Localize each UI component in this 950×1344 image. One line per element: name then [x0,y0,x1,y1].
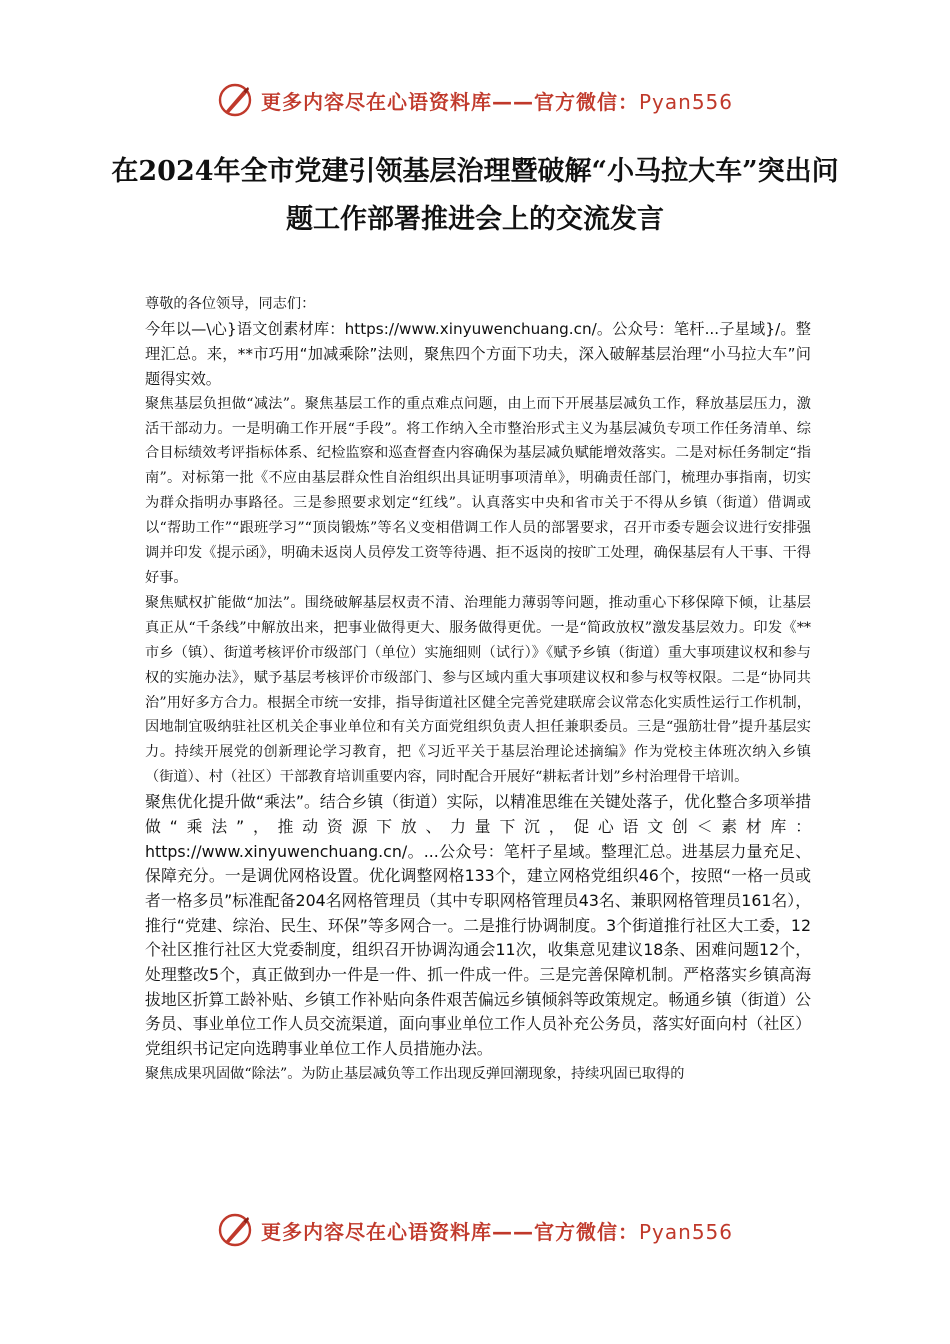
greeting: 尊敬的各位领导，同志们： [145,296,316,312]
document-body [145,292,811,1087]
banner-wechat-id: Pyan556 [638,89,733,114]
paragraph-subtraction: 聚焦基层负担做“减法”。聚焦基层工作的重点难点问题，由上而下开展基层减负工作，释放基层压力，激活干部动力。一是明确工作开展“手段”。将工作纳入全市整治形式主义为基层减负专项工作任务清单、综合目标绩效考评指标体系、纪检监察和巡查督查内容确保为基层减负赋能增效落实。二是对标任务制定“指南”。对标第一批《不应由基层群众性自治组织出具证明事项清单》，明确责任部门，梳理办事指南，切实为群众指明办事路径。三是参照要求划定“红线”。认真落实中央和省市关于不得从乡镇（街道）借调或以“帮助工作”“跟班学习”“顶岗锻炼”等名义变相借调工作人员的部署要求，召开市委专题会议进行安排强调并印发《提示函》，明确未返岗人员停发工资等待遇、拒不返岗的按旷工处理，确保基层有人干事、干得好事。 [145,395,811,586]
paragraph-division: 聚焦成果巩固做“除法”。为防止基层减负等工作出现反弹回潮现象，持续巩固已取得的 [145,1065,685,1082]
banner-label: 更多内容尽在心语资料库——官方微信： [260,1219,639,1244]
banner-text [261,86,733,115]
paragraph-multiplication: 聚焦优化提升做“乘法”。结合乡镇（街道）实际，以精准思维在关键处落子，优化整合多项举措做“乘法”，推动资源下放、力量下沉，促心语文创＜素材库：https://www.xinyuwenchuang.cn/。...公众号：笔杆子星域。整理汇总。进基层力量充足、保障充分。一是调优网格设置。优化调整网格133个，建立网格党组织46个，按照“一格一员或者一格多员”标准配备204名网格管理员（其中专职网格管理员43名、兼职网格管理员161名），推行“党建、综治、民生、环保”等多网合一。二是推行协调制度。3个街道推行社区大工委，12个社区推行社区大党委制度，组织召开协调沟通会11次，收集意见建议18条、困难问题12个，处理整改5个，真正做到办一件是一件、抓一件成一件。三是完善保障机制。严格落实乡镇高海拔地区折算工龄补贴、乡镇工作补贴向条件艰苦偏远乡镇倾斜等政策规定。畅通乡镇（街道）公务员、事业单位工作人员交流渠道，面向事业单位工作人员补充公务员，落实好面向村（社区）党组织书记定向选聘事业单位工作人员措施办法。 [145,792,811,1059]
pen-logo-icon [217,1212,253,1248]
pen-logo-icon [217,82,253,118]
document-title: 在2024年全市党建引领基层治理暨破解“小马拉大车”突出问题工作部署推进会上的交流发言 [111,156,839,235]
banner-label: 更多内容尽在心语资料库——官方微信： [260,89,639,114]
paragraph-intro: 今年以—\心}语文创素材库：https://www.xinyuwenchuang.cn/。公众号：笔杆...子星域}/。整理汇总。来，**市巧用“加减乘除”法则，聚焦四个方面下功夫，深入破解基层治理“小马拉大车”问题得实效。 [145,319,811,388]
banner-text [261,1216,733,1245]
footer-banner [0,1210,950,1250]
header-banner [0,80,950,120]
banner-wechat-id: Pyan556 [638,1219,733,1244]
paragraph-addition: 聚焦赋权扩能做“加法”。围绕破解基层权责不清、治理能力薄弱等问题，推动重心下移保障下倾，让基层真正从“千条线”中解放出来，把事业做得更大、服务做得更优。一是“简政放权”激发基层效力。印发《**市乡（镇）、街道考核评价市级部门（单位）实施细则（试行）》《赋予乡镇（街道）重大事项建议权和参与权的实施办法》，赋予基层考核评价市级部门、参与区域内重大事项建议权和参与权等权限。二是“协同共治”用好多方合力。根据全市统一安排，指导街道社区健全完善党建联席会议常态化实质性运行工作机制，因地制宜吸纳驻社区机关企事业单位和有关方面党组织负责人担任兼职委员。三是“强筋壮骨”提升基层实力。持续开展党的创新理论学习教育，把《习近平关于基层治理论述摘编》作为党校主体班次纳入乡镇（街道）、村（社区）干部教育培训重要内容，同时配合开展好“耕耘者计划”乡村治理骨干培训。 [145,594,811,786]
